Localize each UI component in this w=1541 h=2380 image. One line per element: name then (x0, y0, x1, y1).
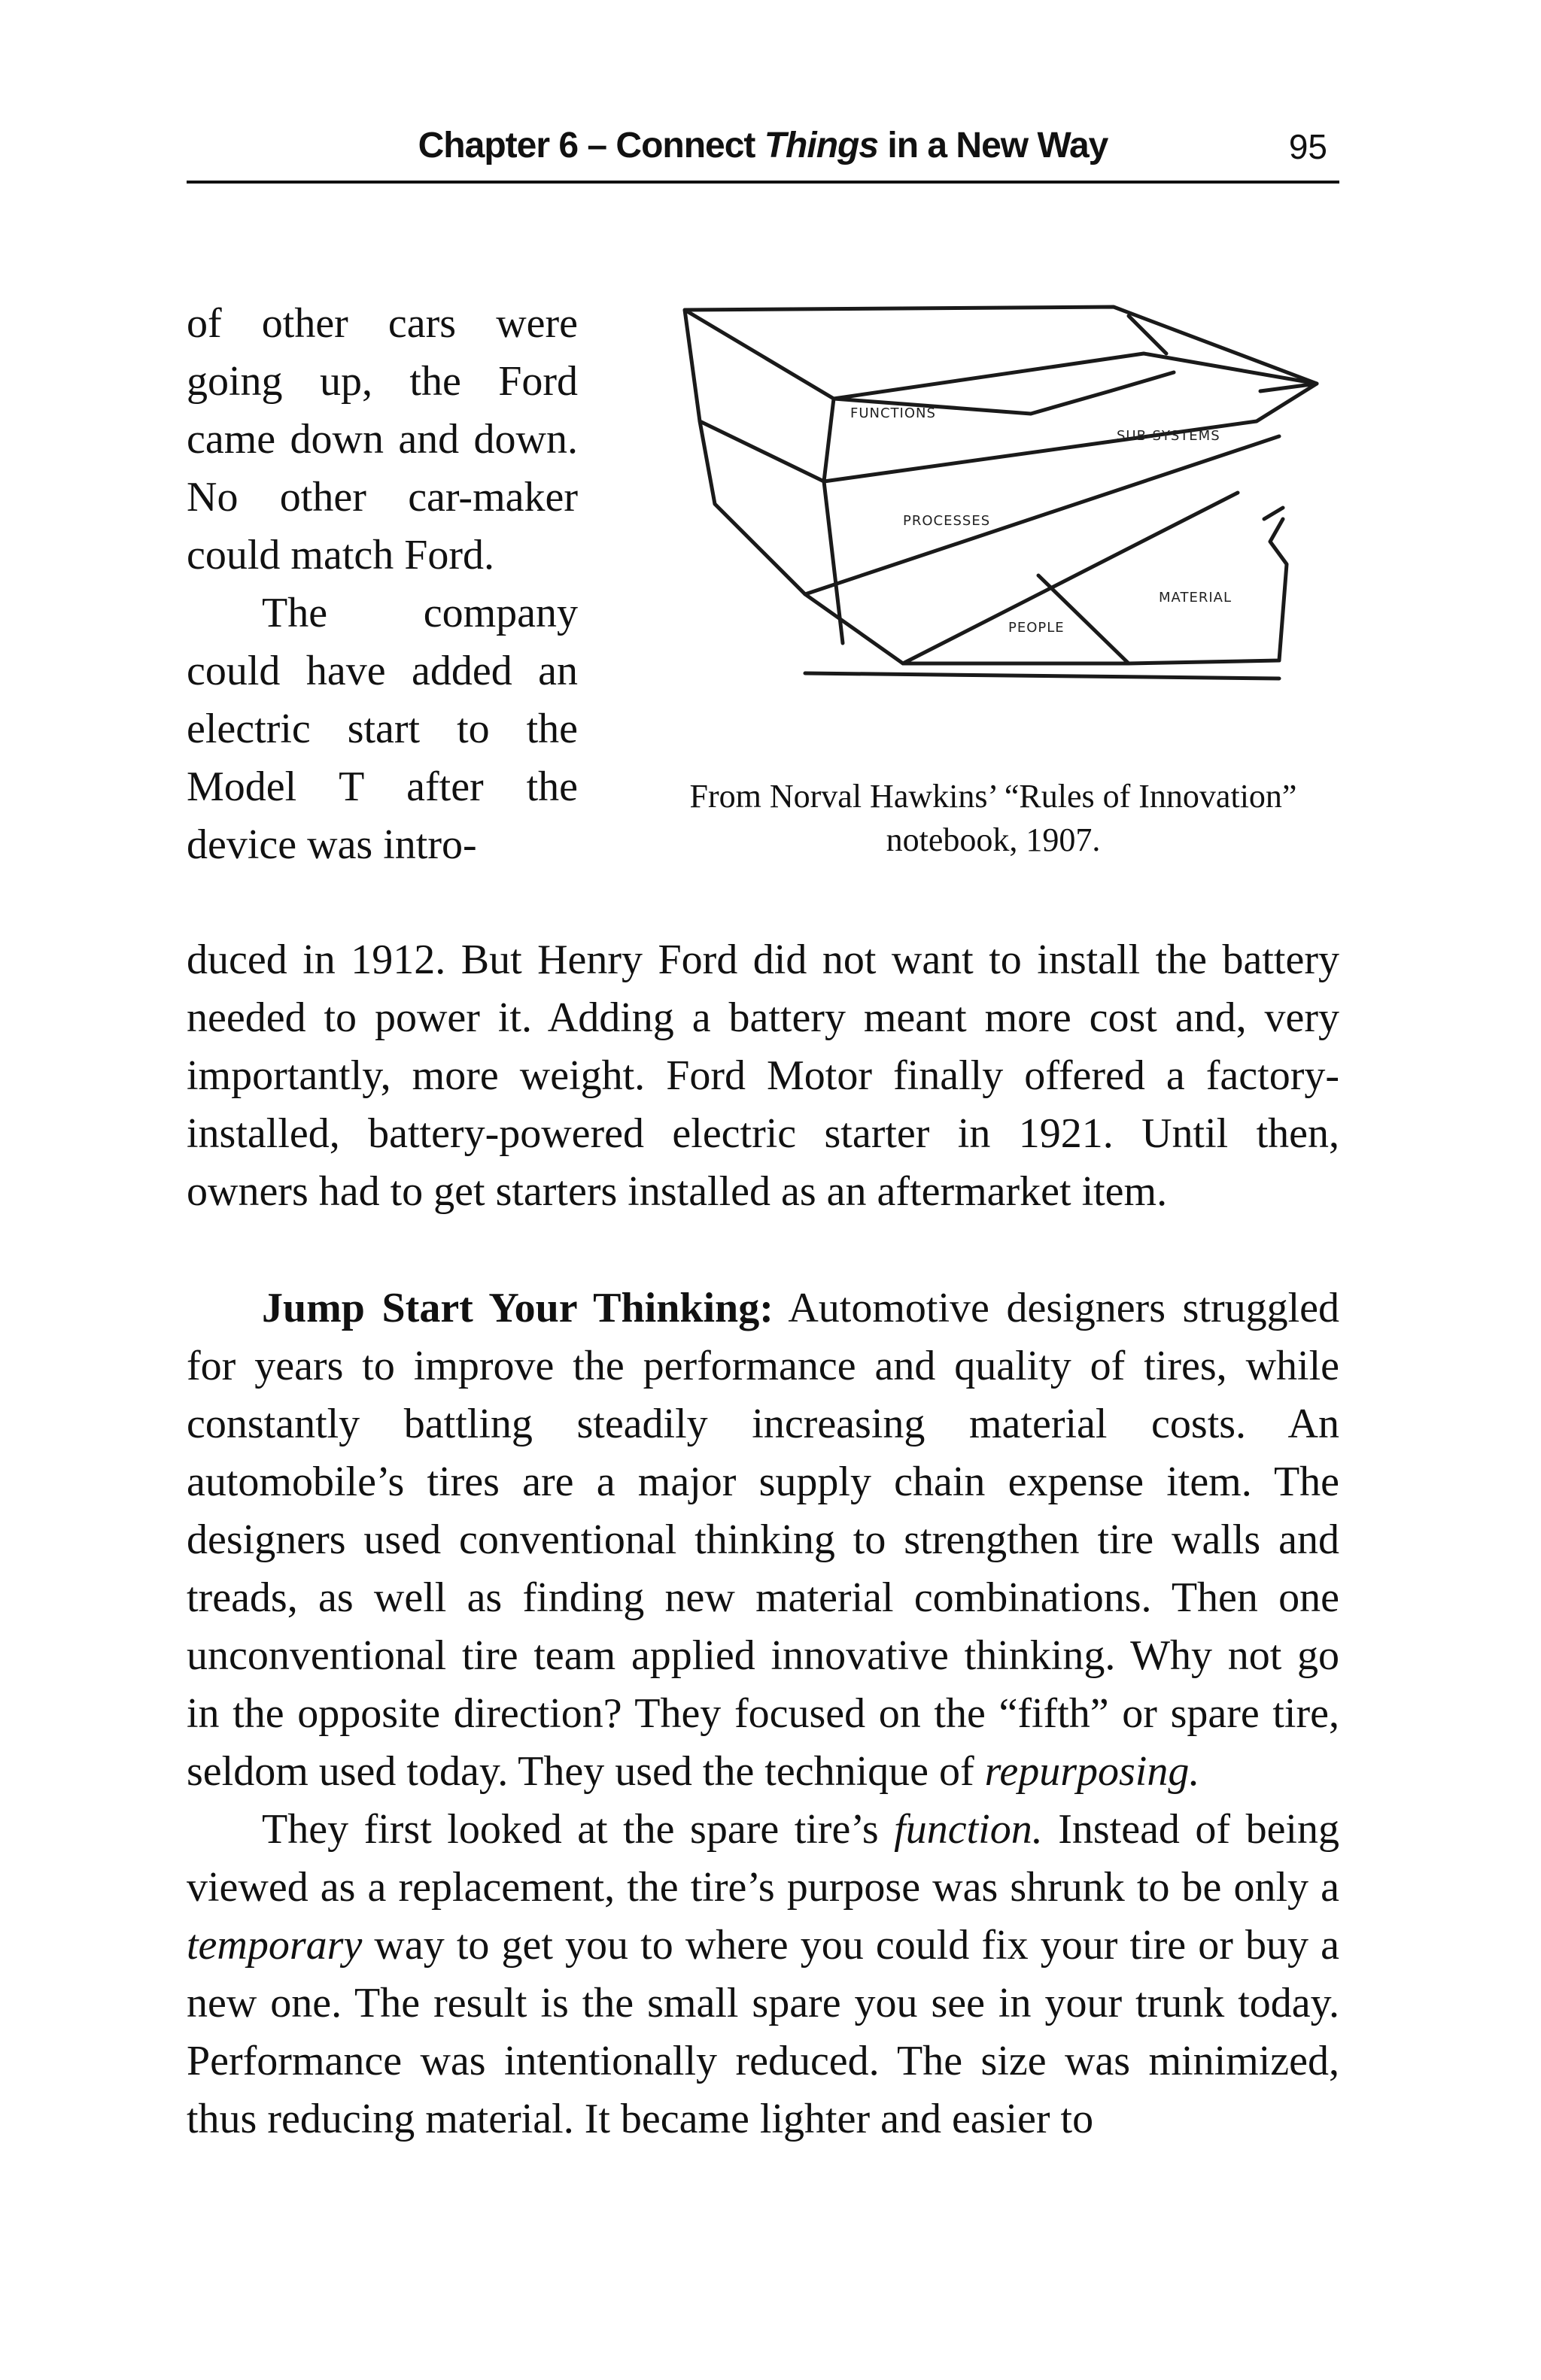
jump-start-lead: Jump Start Your Thinking: (262, 1285, 774, 1331)
paragraph-text: They first looked at the spare tire’s (262, 1806, 895, 1853)
hand-drawn-diagram (647, 301, 1339, 752)
diagram-label-processes: PROCESSES (903, 513, 991, 529)
box-sketch (647, 301, 1339, 752)
paragraph-text: way to get you to where you could fix your tire or buy a new one. The result is the small spare you see in your trunk today. Performance was intentionally reduced. The size was minimized, thus reducing material. It became lighter and easier to (187, 1922, 1339, 2142)
page-number: 95 (1288, 127, 1327, 166)
paragraph-text: Instead of being viewed as a replacement, the tire’s purpose was shrunk to be only a (187, 1806, 1339, 1911)
paragraph (187, 1280, 1339, 1801)
paragraph: The company could have added an electric start to the Model T after the device was intro- (187, 590, 578, 868)
jump-start-text: Automotive designers struggled for years to improve the performance and quality of tires, while constantly battling steadily increasing material costs. An automobile’s tires are a major supply chain expense item. The designers used conventional thinking to strengthen tire walls and treads, as well as finding new material combinations. Then one unconventional tire team applied innovative thinking. Why not go in the opposite direction? They focused on the “fifth” or spare tire, seldom used today. They used the technique of (187, 1285, 1340, 1795)
running-header (187, 120, 1339, 184)
chapter-title (187, 125, 1339, 166)
wrapped-text-column (187, 295, 578, 874)
paragraph: duced in 1912. But Henry Ford did not want to install the battery needed to power it. Adding a battery meant more cost and, very importantly, more weight. Ford Motor finally offered a factory-installed, battery-powered electric starter in 1921. Until then, owners had to get starters installed as an aftermarket item. (187, 937, 1339, 1215)
chapter-title-part: Chapter 6 – Connect (418, 126, 764, 165)
emphasis: function. (894, 1806, 1043, 1853)
emphasis: repurposing. (984, 1748, 1200, 1795)
emphasis: temporary (187, 1922, 363, 1969)
full-width-text-column (187, 931, 1339, 2148)
diagram-label-subsystems: SUB-SYSTEMS (1117, 428, 1220, 444)
diagram-label-functions: FUNCTIONS (850, 405, 936, 421)
figure-caption: From Norval Hawkins’ “Rules of Innovation” notebook, 1907. (689, 778, 1297, 858)
box-lid-inner-line (834, 316, 1317, 414)
paragraph: of other cars were going up, the Ford came down and down. No other car-maker could match Ford. (187, 300, 578, 578)
diagram-label-people: PEOPLE (1008, 620, 1065, 636)
paragraph (187, 1801, 1339, 2148)
box-base-line (805, 673, 1279, 678)
chapter-title-emphasis: Things (764, 126, 879, 165)
chapter-title-part: in a New Way (878, 126, 1108, 165)
diagram-label-material: MATERIAL (1159, 590, 1232, 606)
